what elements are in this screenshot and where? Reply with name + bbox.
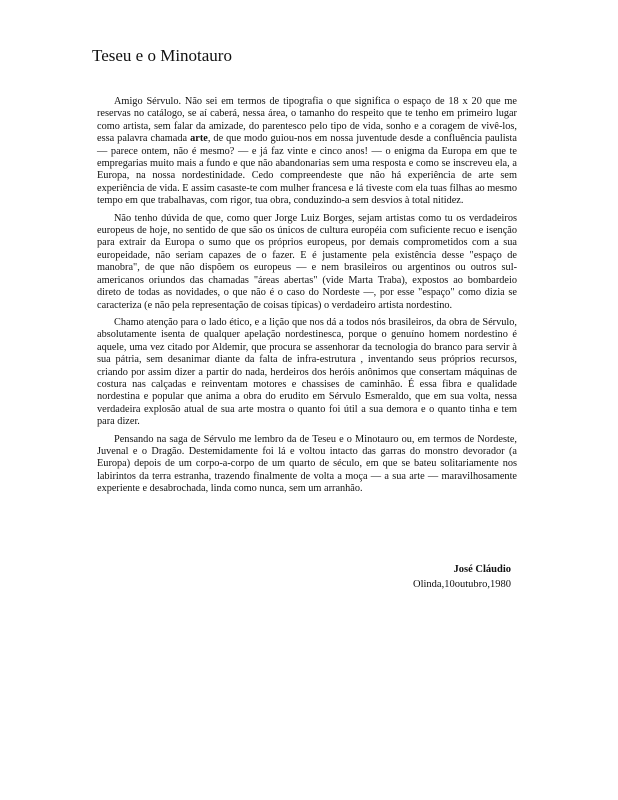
emphasis-arte: arte bbox=[190, 133, 208, 145]
author-name: José Cláudio bbox=[453, 564, 511, 575]
paragraph-4: Pensando na saga de Sérvulo me lembro da de Teseu e o Minotauro ou, em termos de Nordeste, Juvenal e o Dragão. Destemidamente foi lá e voltou intacto das garras do monstro devorador (a Europa) depois de um corpo-a-corpo de um quarto de século, em que se bateu solitariamente nos labirintos da terra estranha, trazendo finalmente de volta a moça — a sua arte — maravilhosamente experiente e desabrochada, linda como nunca, sem um arranhão. bbox=[97, 433, 517, 495]
signature-block bbox=[413, 563, 511, 591]
page-title: Teseu e o Minotauro bbox=[92, 46, 232, 65]
paragraph-2: Não tenho dúvida de que, como quer Jorge Luiz Borges, sejam artistas como tu os verdadeiros europeus de hoje, no sentido de que são os únicos de cultura européia com suficiente recuo e isenção para extrair da Europa o sumo que os próprios europeus, por demais comprometidos com a sua europeidade, não seriam capazes de o fazer. E é justamente pela existência desse "espaço de manobra", de que não dispõem os europeus — e nem brasileiros ou argentinos ou outros sul-americanos oriundos das chamadas "áreas abertas" (vide Marta Traba), expostos ao bombardeio direto de todas as novidades, o que não é o caso do Nordeste —, por esse "espaço" como dizia se caracteriza (e não pela representação de coisas típicas) o verdadeiro artista nordestino. bbox=[97, 212, 517, 311]
paragraph-1: Amigo Sérvulo. Não sei em termos de tipografia o que significa o espaço de 18 x 20 que me reservas no catálogo, se aí caberá, nessa área, o tamanho do respeito que te tenho em primeiro lugar como artista, sem falar da amizade, do parentesco pelo tipo de vida, sonho e a coragem de vivê-los, essa palavra chamada arte, de que modo guiou-nos em nossa juventude desde a confluência paulista — parece ontem, não é mesmo? — e já faz vinte e cinco anos! — o enigma da Europa em que te empregarias muito mais a fundo e que não abandonarias sem uma resposta e como se inscreveu ela, a Europa, na nossa nordestinidade. Cedo compreendeste que não há experiência de arte sem experiência de vida. E assim casaste-te com mulher francesa e lá tiveste com ela tuas filhas ao mesmo tempo em que trabalhavas, com rigor, tua obra, conduzindo-a sem desvios à total nitidez. bbox=[97, 96, 517, 207]
paragraph-3: Chamo atenção para o lado ético, e a lição que nos dá a todos nós brasileiros, da obra de Sérvulo, absolutamente isenta de qualquer apelação nordestinesca, porque o genuíno homem nordestino é aquele, uma vez citado por Aldemir, que procura se assenhorar da tecnologia do branco para servir à sua pátria, sem desanimar diante da falta de infra-estrutura , inventando seus próprios recursos, criando por assim dizer a partir do nada, herdeiros dos heróis anônimos que consertam máquinas de costura nas calçadas e reinventam motores e chassises de caminhão. É essa fibra e qualidade nordestina e popular que anima a obra do erudito em Sérvulo Esmeraldo, que em sua volta, nessa verdadeira explosão atual de sua arte mostra o quanto foi útil a sua demora e o quanto tinha e tem para dizer. bbox=[97, 316, 517, 428]
letter-body bbox=[97, 96, 517, 501]
place-date: Olinda,10outubro,1980 bbox=[413, 579, 511, 590]
